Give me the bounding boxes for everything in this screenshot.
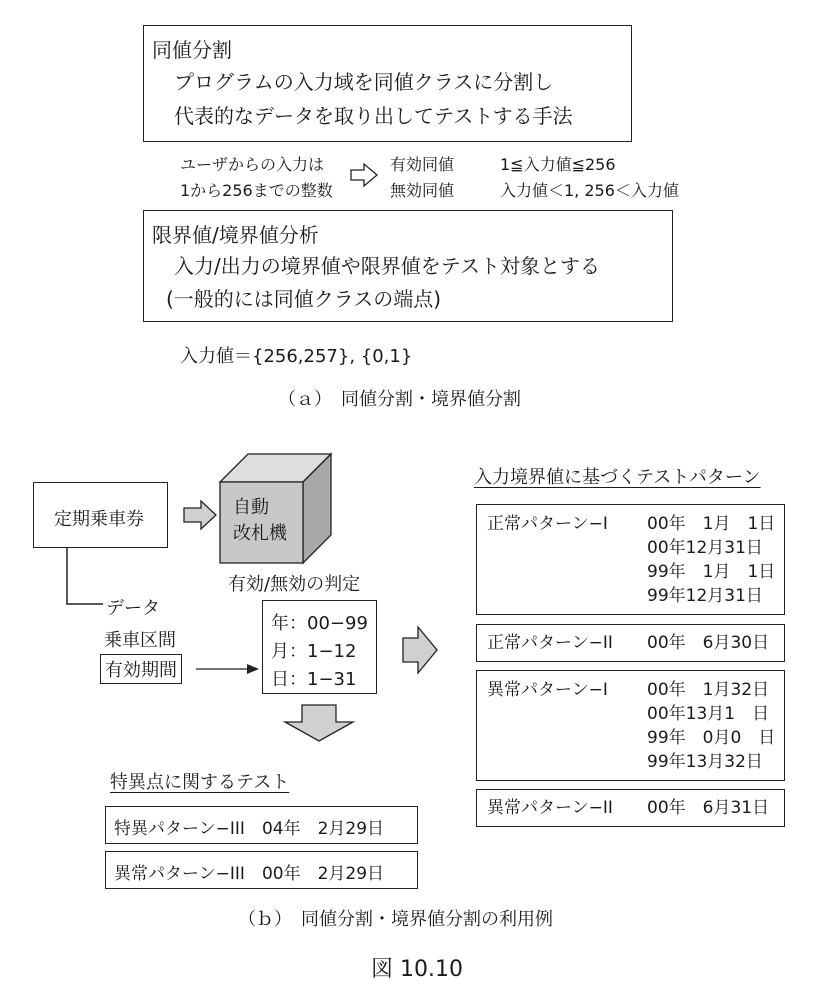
caption-b: （ｂ） 同値分割・境界値分割の利用例 [238, 909, 553, 930]
ticket-box [33, 482, 168, 548]
equivalence-partitioning-box [143, 25, 632, 142]
ticket-label: 定期乗車券 [54, 509, 144, 530]
pattern-box-normal-1 [476, 504, 785, 615]
example-left-line-1: ユーザからの入力は [180, 155, 325, 174]
pattern-value: 00年13月1 日 [647, 704, 770, 724]
pattern-value: 00年12月31日 [647, 538, 763, 558]
pattern-box-normal-2 [476, 624, 785, 662]
pattern-value: 99年 1月 1日 [647, 562, 776, 582]
boundary-line-1: 入力/出力の境界値や限界値をテスト対象とする [174, 254, 600, 278]
invalid-class-label: 無効同値 [390, 181, 455, 200]
example-left-line-2: 1から256までの整数 [180, 181, 333, 200]
validity-period-label: 有効期間 [100, 654, 182, 684]
range-year: 年：00−99 [271, 613, 368, 634]
pattern-label: 異常パターン−I [487, 680, 608, 700]
route-label: 乗車区間 [104, 630, 176, 651]
pattern-value: 99年13月32日 [647, 752, 763, 772]
pattern-value: 99年12月31日 [647, 586, 763, 606]
example-arrow [350, 163, 378, 187]
input-values-text: 入力値＝{256,257}, {0,1} [180, 346, 413, 367]
gate-label-line-2: 改札機 [233, 523, 287, 544]
ranges-to-patterns-arrow [402, 626, 438, 674]
boundary-line-2: (一般的には同値クラスの端点) [166, 287, 442, 311]
special-heading: 特異点に関するテスト [110, 772, 290, 793]
pattern-label: 正常パターン−I [487, 514, 608, 534]
judgement-label: 有効/無効の判定 [228, 574, 361, 595]
special-box-1 [105, 806, 418, 844]
boundary-analysis-box [143, 210, 673, 322]
pattern-value: 00年 1月32日 [647, 680, 770, 700]
range-day: 日：1−31 [271, 669, 357, 690]
equivalence-line-2: 代表的なデータを取り出してテストする手法 [174, 104, 573, 128]
pattern-box-abnormal-2 [476, 789, 785, 827]
invalid-class-value: 入力値＜1, 256＜入力値 [500, 181, 679, 200]
pattern-value: 99年 0月0 日 [647, 728, 776, 748]
pattern-box-abnormal-1 [476, 670, 785, 781]
caption-a: （ａ） 同値分割・境界値分割 [278, 389, 521, 410]
pattern-label: 異常パターン−II [487, 798, 613, 818]
data-label: データ [106, 598, 160, 619]
ticket-data-connector [65, 548, 105, 610]
special-box-2 [105, 851, 418, 889]
period-to-ranges-arrow [196, 662, 260, 676]
figure-label: 図 10.10 [371, 957, 463, 982]
pattern-value: 00年 6月30日 [647, 633, 770, 653]
pattern-value: 00年 6月31日 [647, 798, 770, 818]
patterns-heading: 入力境界値に基づくテストパターン [474, 467, 761, 488]
valid-class-value: 1≦入力値≦256 [500, 155, 616, 174]
valid-class-label: 有効同値 [390, 155, 455, 174]
special-pattern-1: 特異パターン−III 04年 2月29日 [114, 819, 385, 839]
range-month: 月：1−12 [271, 641, 357, 662]
equivalence-line-1: プログラムの入力域を同値クラスに分割し [174, 70, 554, 94]
special-pattern-2: 異常パターン−III 00年 2月29日 [114, 864, 385, 884]
pattern-value: 00年 1月 1日 [647, 514, 776, 534]
pattern-label: 正常パターン−II [487, 633, 613, 653]
gate-label-line-1: 自動 [233, 497, 269, 518]
ticket-to-gate-arrow [183, 500, 217, 530]
ranges-to-special-arrow [284, 704, 354, 742]
boundary-title: 限界値/境界値分析 [152, 223, 319, 247]
equivalence-title: 同値分割 [152, 38, 232, 62]
ranges-box [262, 600, 377, 694]
